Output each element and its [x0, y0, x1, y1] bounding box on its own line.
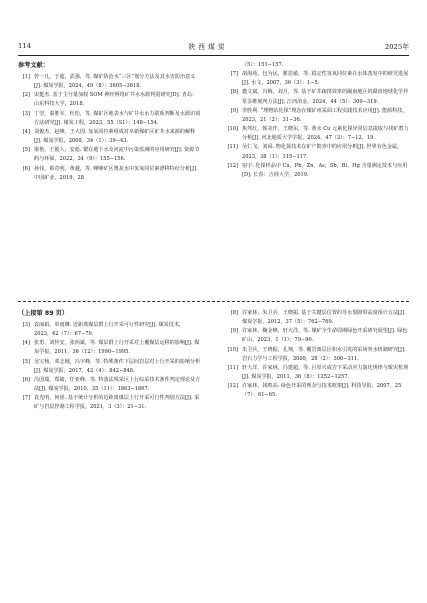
reference-item: [226, 364, 409, 382]
reference-number: [8]: [230, 89, 238, 96]
reference-text: 吴仁飞，刘舜. 物化探技术在矿产勘查中的应用分析[J]. 世界有色金属，2023，38（1）：115−117.: [242, 144, 403, 160]
section-divider: [18, 301, 409, 302]
reference-number: [3]: [22, 110, 30, 117]
reference-number: [6]: [22, 376, 30, 383]
reference-text: 胡海苑，包为民，瞿思敏，等. 稳定性氢氧同位素在水体蒸发中的研究进展[J]. 水文，2007，36（3）：1−5.: [242, 71, 409, 87]
reference-text: 袁光明，何团. 基于统计分析的近距离煤层上行开采可行性判别方法[J]. 采矿与岩层控制工程学报，2021，3（3）：21−31.: [34, 395, 200, 411]
reference-item: [18, 339, 201, 357]
reference-text: 许家林，钱鸣高. 绿色开采的理念与技术框架[J]. 科技导报，2007，25（7）：61−65.: [242, 383, 402, 399]
reference-list: [226, 61, 409, 180]
reference-number: [12]: [227, 162, 238, 169]
reference-number: [1]: [22, 74, 30, 80]
reference-number: [5]: [22, 147, 30, 154]
reference-text: 张勇，刘传安，张西斌，等. 煤层群上行开采对上覆煤层运移的影响[J]. 煤炭学报，2011，36（12）：1990−1995.: [34, 340, 200, 356]
reference-item: [18, 321, 201, 339]
reference-number: [11]: [227, 144, 238, 151]
reference-item: [226, 61, 409, 70]
reference-text: 丁坚，秦胜军，杜松，等. 煤矿区地表水与矿井水水力联系判断及水源识别方法研究[J]. 煤炭工程，2023，55（S1）：148−154.: [34, 110, 201, 126]
header-rule: [18, 55, 409, 56]
reference-item: [226, 382, 409, 400]
reference-item: [226, 107, 409, 125]
reference-number: [10]: [227, 126, 238, 133]
reference-text: 梁艳，王俊人，安彪. 锶在地下水及河流中污染监测的应用研究[J]. 资源节约与环保，2022，34（9）：155−156.: [34, 147, 200, 163]
reference-text: （5）：151−157.: [242, 62, 284, 68]
reference-text: 邀文斌，冯梅，刘月，等. 基于矿井疏排效率的隰南地区钨赣盘地球化学异常多维刻判方法[J]. 江西冶金，2024，44（5）：309−319.: [242, 89, 409, 105]
reference-text: 宋挺杰. 基于主分量加权 SOM 神经网络矿井水水源判别研究[D]. 青岛：山东科技大学，2018.: [34, 92, 198, 108]
reference-item: [226, 143, 409, 161]
reference-text: 许家林，朱卫兵，王晓振. 基于关键层位置的导水裂隙带高度预计方法[J]. 煤炭学报，2012，37（5）：762−769.: [242, 310, 406, 326]
reference-item: [18, 376, 201, 394]
reference-number: [9]: [230, 328, 238, 335]
reference-item: [226, 88, 409, 106]
reference-item: [18, 358, 201, 376]
reference-number: [8]: [230, 310, 238, 316]
references-title: 参考文献：: [18, 62, 49, 69]
reference-item: [226, 309, 409, 327]
bottom-right-column: [226, 309, 409, 401]
reference-text: 焦驾红，韩美作，王晓东，等. 黄水 Cu 元素化探异常信息提取与找矿潜力分析[J]. 河北地质大学学报，2024，47（3）：7−12，19.: [242, 126, 409, 142]
continued-from-label: （上接第 89 页）: [18, 310, 69, 317]
reference-text: 袁丽娟，单雨琳. 近距离煤层群上行开采可行性研究[J]. 煤炭技术，2023，42（7）：67−70.: [34, 322, 185, 338]
reference-text: 曾一凡，于超，武强，等. 煤矿防治水“三区”划分方法及其水害防治意义[J]. 煤炭学报，2024，49（8）：3605−3618.: [34, 74, 196, 90]
reference-item: [226, 346, 409, 364]
reference-text: 刘俊杰，赵峰，王大国. 氢氧同位素组成对阜新煤矿区矿井水来源的解释[J]. 煤炭学报，2009，34（1）：39−43.: [34, 128, 196, 145]
reference-item: [18, 128, 201, 146]
reference-text: 轩大洋，许家林，冯建超，等. 巨厚火成岩下采动应力演化规律与致灾机理[J]. 煤炭学报，2011，36（8）：1252−1257.: [242, 364, 409, 381]
reference-number: [7]: [230, 71, 238, 78]
reference-text: 朱卫兵，王晓振，孔翔，等. 覆岩离层区积水引发的采场突水机制研究[J]. 岩石力学与工程学报，2009，28（2）：306−311.: [242, 346, 406, 362]
reference-item: [18, 394, 201, 412]
reference-item: [18, 146, 201, 164]
top-right-column: [226, 61, 409, 180]
reference-item: [226, 162, 409, 180]
reference-number: [2]: [22, 92, 30, 99]
year: 2025年: [384, 43, 409, 51]
reference-number: [4]: [22, 128, 30, 135]
reference-item: [18, 91, 201, 109]
reference-text: 孙伟，蔡奇明，黄越，等. 峰峰矿区奥灰水中氢氧同位素漂移特征分析[J]. 中国矿业，2019，28: [34, 165, 198, 181]
reference-list: [18, 73, 201, 183]
reference-text: 李胜利. “理物钴化探”理念在煤矿州采面工程实践技术应用[J]. 能源科技，2023，21（2）：31−36.: [242, 107, 408, 123]
bottom-left-column: [18, 309, 201, 413]
reference-item: [226, 125, 409, 143]
reference-list: [18, 321, 201, 413]
reference-item: [226, 327, 409, 345]
reference-item: [18, 73, 201, 91]
reference-number: [10]: [227, 346, 238, 353]
top-left-column: [18, 61, 201, 183]
reference-number: [6]: [22, 165, 30, 172]
reference-text: 吴宝杨，邓志刚，冯宇峰，等. 特殊条件下层间岩层对上行开采的影响分析[J]. 煤炭学报，2017，42（4）：842−848.: [34, 358, 201, 374]
reference-item: [18, 165, 201, 183]
reference-text: 宿宇. 化探样品中 Cu，Pb，Zn，As，Sb，Bi，Hg 含量测定技术与应用[D]. 长春：吉林大学，2019.: [242, 162, 408, 178]
reference-text: 许家林，鞠金峰，轩大洋，等. 煤矿全生命周期绿色开采研究展望[J]. 绿色矿山，2023，1（1）：79−90.: [242, 328, 408, 344]
reference-list: [226, 309, 409, 401]
reference-number: [12]: [227, 383, 238, 390]
page-header: [18, 40, 409, 52]
reference-number: [7]: [22, 395, 30, 402]
reference-number: [3]: [22, 322, 30, 328]
reference-text: 冯国瑞，郑婧，任亚峰，等. 特落法残采区上行综采技术条件判定理论及方法[J]. 煤炭学报，2010，35（11）：1863−1867.: [34, 376, 201, 393]
journal-name: 陕西煤炭: [188, 43, 228, 51]
reference-item: [18, 110, 201, 128]
reference-number: [11]: [227, 364, 238, 371]
reference-item: [226, 70, 409, 88]
reference-number: [4]: [22, 340, 30, 347]
page-number: 114: [18, 42, 31, 50]
reference-number: [9]: [230, 107, 238, 114]
reference-number: [5]: [22, 358, 30, 365]
